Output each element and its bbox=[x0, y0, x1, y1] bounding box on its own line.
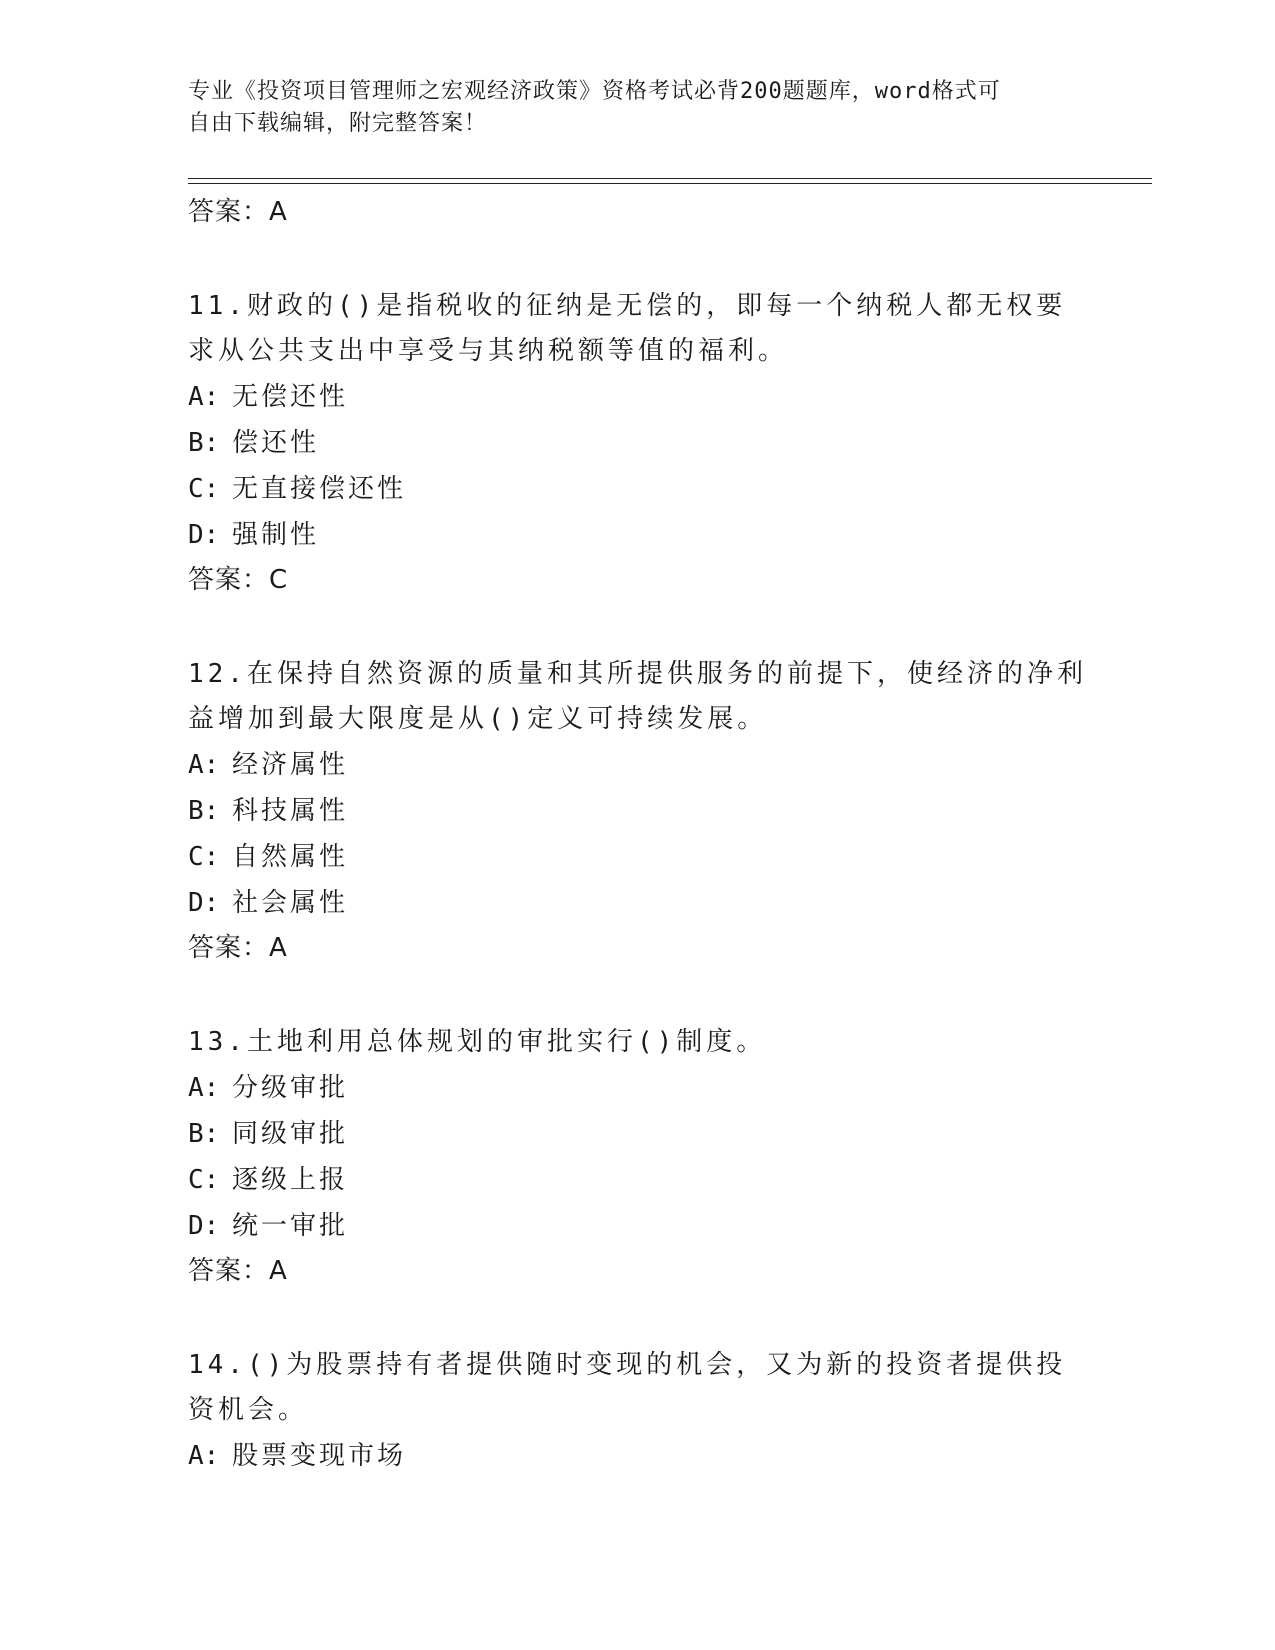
option-c bbox=[188, 466, 1088, 512]
answer-line: 答案：A bbox=[188, 933, 288, 963]
option-text: 逐级上报 bbox=[232, 1165, 349, 1195]
answer-line: 答案：A bbox=[188, 197, 288, 227]
option-key: A: bbox=[188, 1441, 220, 1471]
option-key: D: bbox=[188, 1211, 220, 1241]
option-d bbox=[188, 512, 1088, 558]
option-text: 强制性 bbox=[232, 520, 320, 550]
option-text: 自然属性 bbox=[232, 842, 349, 872]
option-key: D: bbox=[188, 520, 220, 550]
question-14 bbox=[188, 1343, 1088, 1479]
option-key: C: bbox=[188, 474, 220, 504]
question-12 bbox=[188, 652, 1088, 970]
answer-line: 答案：C bbox=[188, 565, 289, 595]
option-c bbox=[188, 834, 1088, 880]
question-13 bbox=[188, 1020, 1088, 1293]
question-stem: 13.土地利用总体规划的审批实行()制度。 bbox=[188, 1027, 767, 1057]
option-c bbox=[188, 1157, 1088, 1203]
option-text: 社会属性 bbox=[232, 888, 349, 918]
option-b bbox=[188, 788, 1088, 834]
option-text: 同级审批 bbox=[232, 1119, 349, 1149]
option-text: 分级审批 bbox=[232, 1073, 349, 1103]
header-rule-top bbox=[188, 178, 1152, 179]
option-a bbox=[188, 374, 1088, 420]
option-text: 偿还性 bbox=[232, 428, 320, 458]
option-b bbox=[188, 1111, 1088, 1157]
option-key: B: bbox=[188, 428, 220, 458]
option-key: B: bbox=[188, 1119, 220, 1149]
option-key: D: bbox=[188, 888, 220, 918]
option-key: B: bbox=[188, 796, 220, 826]
question-stem: 14.()为股票持有者提供随时变现的机会，又为新的投资者提供投资机会。 bbox=[188, 1350, 1067, 1425]
option-text: 无直接偿还性 bbox=[232, 474, 407, 504]
option-b bbox=[188, 420, 1088, 466]
option-a bbox=[188, 1433, 1088, 1479]
option-key: C: bbox=[188, 1165, 220, 1195]
document-header bbox=[188, 76, 1068, 140]
question-stem: 12.在保持自然资源的质量和其所提供服务的前提下，使经济的净利益增加到最大限度是从()定义可持续发展。 bbox=[188, 659, 1087, 734]
question-list bbox=[188, 190, 1088, 1479]
option-text: 统一审批 bbox=[232, 1211, 349, 1241]
option-a bbox=[188, 1065, 1088, 1111]
header-rule-bottom bbox=[188, 183, 1152, 184]
option-text: 股票变现市场 bbox=[232, 1441, 407, 1471]
header-line-1: 专业《投资项目管理师之宏观经济政策》资格考试必背200题题库，word格式可 bbox=[188, 79, 1001, 104]
option-key: A: bbox=[188, 382, 220, 412]
header-line-2: 自由下载编辑，附完整答案！ bbox=[188, 111, 488, 136]
option-d bbox=[188, 1203, 1088, 1249]
option-text: 无偿还性 bbox=[232, 382, 349, 412]
option-key: A: bbox=[188, 1073, 220, 1103]
option-text: 经济属性 bbox=[232, 750, 349, 780]
option-a bbox=[188, 742, 1088, 788]
answer-line: 答案：A bbox=[188, 1256, 288, 1286]
question-11 bbox=[188, 284, 1088, 602]
question-stem: 11.财政的()是指税收的征纳是无偿的，即每一个纳税人都无权要求从公共支出中享受与其纳税额等值的福利。 bbox=[188, 291, 1067, 366]
option-key: C: bbox=[188, 842, 220, 872]
option-key: A: bbox=[188, 750, 220, 780]
option-d bbox=[188, 880, 1088, 926]
option-text: 科技属性 bbox=[232, 796, 349, 826]
